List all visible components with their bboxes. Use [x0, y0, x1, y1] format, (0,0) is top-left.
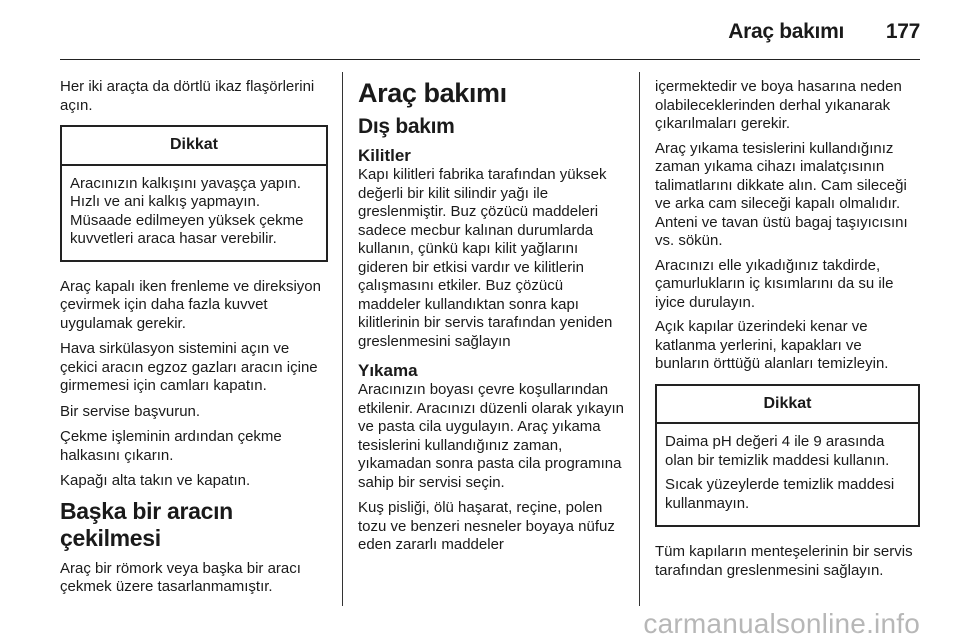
column-divider-1 — [342, 72, 343, 606]
notice-text: Sıcak yüzeylerde temizlik maddesi kullanmayın. — [665, 476, 895, 512]
column-left — [60, 78, 328, 604]
locks-heading: Kilitler — [358, 146, 411, 165]
paragraph: Hava sirkülasyon sistemini açın ve çekici aracın egzoz gazları aracın içine girmemesi için camları kapatın. — [60, 340, 318, 394]
chapter-heading: Araç bakımı — [358, 78, 507, 108]
header-divider — [60, 59, 920, 60]
paragraph: Bir servise başvurun. — [60, 402, 201, 420]
column-divider-2 — [639, 72, 640, 606]
paragraph: Kapağı alta takın ve kapatın. — [60, 472, 251, 489]
notice-body — [657, 424, 918, 525]
section-heading: Başka bir aracın çekilmesi — [60, 497, 233, 551]
intro-text: Her iki araçta da dörtlü ikaz flaşörlerini açın. — [60, 78, 315, 114]
paragraph: Çekme işleminin ardından çekme halkasını çıkarın. — [60, 428, 282, 464]
watermark: carmanualsonline.info — [643, 608, 920, 639]
notice-text: Daima pH değeri 4 ile 9 arasında olan bir temizlik maddesi kullanın. — [665, 433, 890, 469]
section-text: Araç bir römork veya başka bir aracı çekmek üzere tasarlanmamıştır. — [60, 559, 301, 595]
paragraph: Araç yıkama tesislerini kullandığınız zaman yıkama cihazı imalatçısının talimatlarını dikkate alın. Cam sileceği ve arka cam sileceği kapalı olmalıdır. Anteni ve tavan üstü bagaj taşıyıcısını vs. sökün. — [655, 139, 908, 249]
notice-box — [60, 125, 328, 262]
notice-text: Aracınızın kalkışını yavaşça yapın. Hızlı ve ani kalkış yapmayın. Müsaade edilmeyen yüksek çekme kuvvetleri araca hasar verebilir. — [70, 174, 304, 247]
paragraph: Kuş pisliği, ölü haşarat, reçine, polen tozu ve benzeri nesneler boyaya nüfuz eden zararlı maddeler — [358, 499, 615, 553]
paragraph: içermektedir ve boya hasarına neden olabileceklerinden derhal yıkanarak çıkarılmaları gerekir. — [655, 78, 902, 132]
paragraph: Aracınızın boyası çevre koşullarından etkilenir. Aracınızı düzenli olarak yıkayın ve pasta cila uygulayın. Araç yıkama tesislerini kullandığınız zaman, yıkamadan sonra pasta cila programına sahip bir servisi seçin. — [358, 381, 624, 491]
column-middle — [358, 78, 628, 562]
subsection-heading: Dış bakım — [358, 115, 455, 138]
page-header — [0, 0, 960, 56]
locks-text: Kapı kilitleri fabrika tarafından yüksek değerli bir kilit silindir yağı ile greslenmiştir. Buz çözücü maddeleri sadece mecbur kalınan durumlarda kullanın, çünkü kapı kilit yağlarını gideren bir etkisi vardır ve kilitlerin çalışmasını etkiler. Buz çözücü maddeler kullandıktan sonra kapı kilitlerinin bir servis tarafından yeniden greslenmesini sağlayın — [358, 166, 613, 350]
wash-heading: Yıkama — [358, 361, 418, 380]
notice-heading: Dikkat — [62, 127, 326, 166]
paragraph: Araç kapalı iken frenleme ve direksiyon çevirmek için daha fazla kuvvet uygulamak gerekir. — [60, 277, 321, 332]
closing-text: Tüm kapıların menteşelerinin bir servis tarafından greslenmesini sağlayın. — [655, 543, 913, 579]
paragraph: Açık kapılar üzerindeki kenar ve katlanma yerlerini, kapakları ve bunların örttüğü alanları temizleyin. — [655, 318, 889, 372]
header-title: Araç bakımı — [728, 20, 844, 43]
column-right — [655, 78, 920, 586]
notice-body — [62, 166, 326, 260]
notice-box — [655, 384, 920, 528]
paragraph: Aracınızı elle yıkadığınız takdirde, çamurlukların iç kısımlarını da su ile iyice durulayın. — [655, 256, 894, 311]
notice-heading: Dikkat — [657, 386, 918, 425]
page-number: 177 — [885, 20, 920, 43]
